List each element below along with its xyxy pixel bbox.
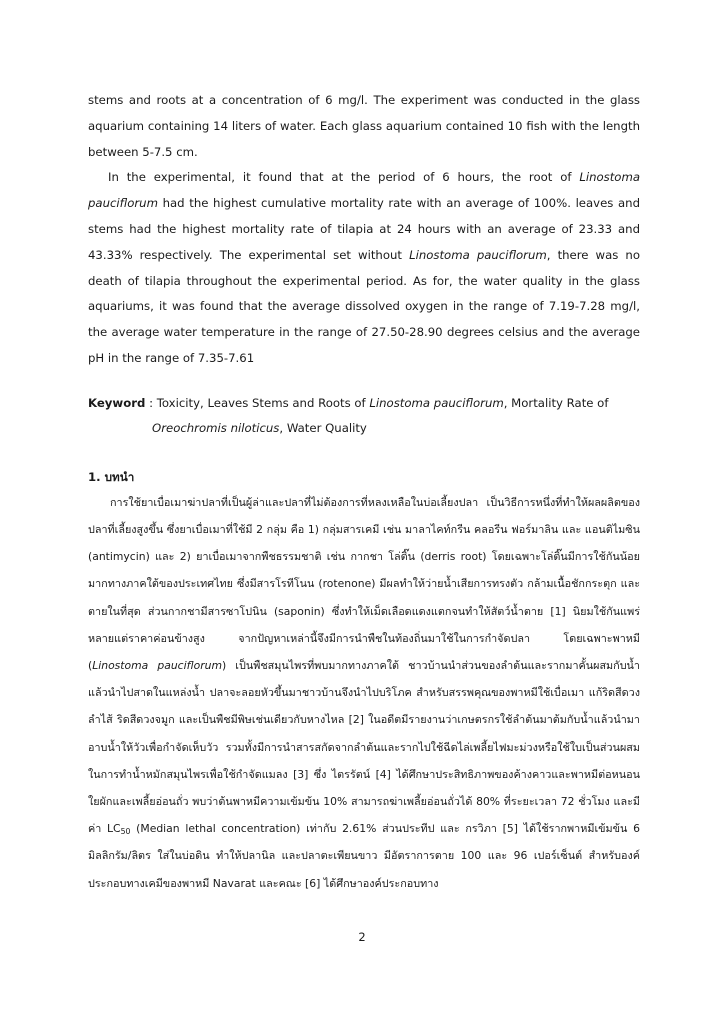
keyword-list-line-2 bbox=[88, 417, 640, 439]
intro-text-c: (Median lethal concentration) เท่ากับ 2.61% ส่วนประทีป และ กรวิภา [5] ได้ใช้รากพาหมีเข้มข้น 6 มิลลิกรัม/ลิตร ใส่ในบ่อดิน ทำให้ปลานิล และปลาตะเพียนขาว มีอัตราการตาย 100 และ 96 เปอร์เซ็นต์ สำหรับองค์ประกอบทางเคมีของพาหมี Navarat และคณะ [6] ได้ศึกษาองค์ประกอบทาง bbox=[88, 822, 640, 890]
keyword-list bbox=[157, 390, 640, 417]
species-name: Linostoma pauciflorum bbox=[369, 395, 504, 410]
abstract-p2-text-a: In the experimental, it found that at the period of 6 hours, the root of bbox=[108, 170, 580, 185]
abstract-p2-text-b: had the highest cumulative mortality rate with an average of 100%. leaves and stems had the highest mortality rate of tilapia at 24 hours with an average of 23.33 and 43.33% respectively. The experimental set without bbox=[88, 196, 640, 262]
keyword-separator: : bbox=[145, 395, 157, 410]
keyword-text-a: Toxicity, Leaves Stems and Roots of bbox=[156, 395, 370, 410]
keywords bbox=[88, 390, 640, 417]
introduction-paragraph bbox=[88, 489, 640, 897]
species-name: Oreochromis niloticus bbox=[152, 420, 280, 435]
species-name: Linostoma pauciflorum bbox=[88, 170, 640, 211]
intro-text-b: ) เป็นพืชสมุนไพรที่พบมากทางภาคใต้ ชาวบ้านนำส่วนของลำต้นและรากมาคั้นผสมกับน้ำแล้วนำไปสาดในแหล่งน้ำ ปลาจะลอยหัวขึ้นมาชาวบ้านจึงนำไปบริโภค สำหรับสรรพคุณของพาหมีใช้เบื่อเมา แก้ริดสีดวงลำไส้ ริดสีดวงจมูก และเป็นพืชมีพิษเช่นเดียวกับหางไหล [2] ในอดีตมีรายงานว่าเกษตรกรใช้ลำต้นมาต้มกับน้ำแล้วนำมาอาบน้ำให้วัวเพื่อกำจัดเห็บวัว รวมทั้งมีการนำสารสกัดจากลำต้นและรากไปใช้ฉีดไล่เพลี้ยไฟมะม่วงหรือใช้ใบเป็นส่วนผสมในการทำน้ำหมักสมุนไพรเพื่อใช้กำจัดแมลง [3] ซึ่ง ไตรรัตน์ [4] ได้ศึกษาประสิทธิภาพของค้างคาวและพาหมีต่อหนอนใยผักและเพลี้ยอ่อนถั่ว พบว่าต้นพาหมีความเข้มข้น 10% สามารถฆ่าเพลี้ยอ่อนถั่วได้ 80% ที่ระยะเวลา 72 ชั่วโมง และมีค่า LC bbox=[88, 658, 640, 836]
keyword-text-b: , Mortality Rate of bbox=[503, 395, 609, 410]
page-content bbox=[88, 88, 640, 897]
section-heading: 1. บทนำ bbox=[88, 469, 135, 484]
page-number: 2 bbox=[358, 930, 366, 944]
abstract-paragraph-1: stems and roots at a concentration of 6 mg/l. The experiment was conducted in the glass aquarium containing 14 liters of water. Each glass aquarium contained 10 fish with the length between 5-7.5 cm. bbox=[88, 93, 640, 159]
abstract-paragraph-2 bbox=[88, 165, 640, 371]
abstract-p2-text-c: , there was no death of tilapia throughout the experimental period. As for, the water quality in the glass aquariums, it was found that the average dissolved oxygen in the range of 7.19-7.28 mg/l, the average water temperature in the range of 27.50-28.90 degrees celsius and the average pH in the range of 7.35-7.61 bbox=[88, 247, 640, 365]
intro-text-a: การใช้ยาเบื่อเมาฆ่าปลาที่เป็นผู้ล่าและปลาที่ไม่ต้องการที่หลงเหลือในบ่อเลี้ยงปลา เป็นวิธีการหนึ่งที่ทำให้ผลผลิตของปลาที่เลี้ยงสูงขึ้น ซึ่งยาเบื่อเมาที่ใช้มี 2 กลุ่ม คือ 1) กลุ่มสารเคมี เช่น มาลาไคท์กรีน คลอรีน ฟอร์มาลิน และ แอนติไมซิน (antimycin) และ 2) ยาเบื่อเมาจากพืชธรรมชาติ เช่น กากชา โล่ติ๊น (derris root) โดยเฉพาะโล่ติ๊นมีการใช้กันน้อยมากทางภาคใต้ของประเทศไทย ซึ่งมีสารโรทีโนน (rotenone) มีผลทำให้ว่ายน้ำเสียการทรงตัว กล้ามเนื้อชักกระตุก และตายในที่สุด ส่วนกากชามีสารซาโปนิน (saponin) ซึ่งทำให้เม็ดเลือดแดงแตกจนทำให้สัตว์น้ำตาย [1] นิยมใช้กันแพร่หลายแต่ราคาค่อนข้างสูง จากปัญหาเหล่านี้จึงมีการนำพืชในท้องถิ่นมาใช้ในการกำจัดปลา โดยเฉพาะพาหมี ( bbox=[88, 495, 640, 672]
keyword-text-c: , Water Quality bbox=[279, 420, 367, 435]
lc-subscript: 50 bbox=[120, 827, 131, 837]
species-name: Linostoma pauciflorum bbox=[409, 247, 547, 262]
keyword-label: Keyword bbox=[88, 395, 146, 410]
species-name: Linostoma pauciflorum bbox=[92, 658, 222, 672]
